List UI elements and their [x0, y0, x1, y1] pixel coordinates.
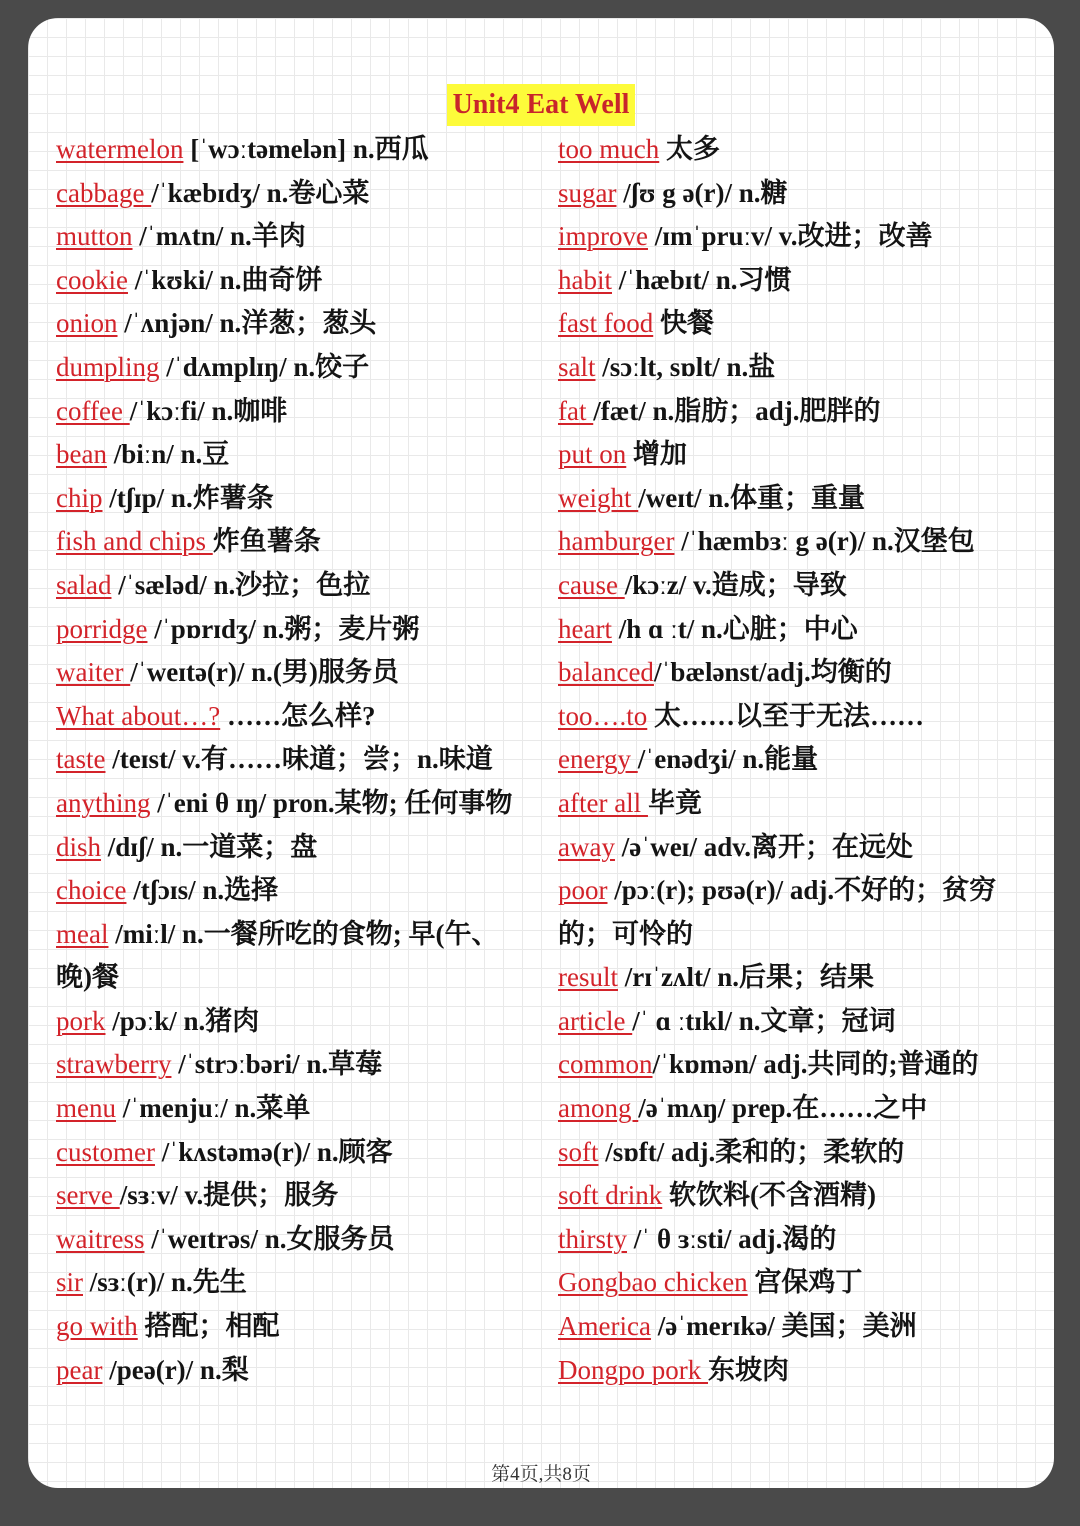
vocab-word: What about…? [56, 700, 221, 731]
vocab-entry [56, 1174, 534, 1218]
vocab-word: balanced [558, 657, 654, 688]
vocab-entry [56, 215, 534, 259]
vocab-word: fast food [558, 308, 654, 339]
vocab-entry [558, 608, 1038, 652]
vocab-entry [558, 738, 1038, 782]
vocab-word: bean [56, 439, 107, 470]
vocab-entry [558, 782, 1038, 826]
vocab-definition: /dɪʃ/ n.一道菜；盘 [101, 831, 318, 862]
vocab-word: watermelon [56, 134, 184, 164]
vocab-entry [558, 869, 1038, 956]
vocab-entry [558, 1043, 1038, 1087]
vocab-entry [56, 1131, 534, 1175]
vocab-definition: /ˈ ɑ ːtɪkl/ n.文章；冠词 [632, 1005, 896, 1036]
vocab-definition: 增加 [626, 439, 688, 470]
vocab-word: energy [558, 744, 638, 775]
vocab-definition: 快餐 [653, 308, 714, 339]
vocab-entry [56, 651, 534, 695]
vocab-definition: /pɔːk/ n.猪肉 [105, 1005, 260, 1036]
vocab-definition: /ˈstrɔːbəri/ n.草莓 [171, 1049, 383, 1080]
vocab-word: taste [56, 744, 106, 775]
vocab-definition: /ˈkɔːfi/ n.咖啡 [129, 395, 288, 426]
vocab-entry [56, 477, 534, 521]
vocab-column-left [56, 128, 534, 1392]
vocab-entry [56, 1261, 534, 1305]
vocab-entry [558, 433, 1038, 477]
vocab-word: anything [56, 787, 151, 818]
vocab-definition: /ʃʊ g ə(r)/ n.糖 [616, 177, 788, 208]
vocab-definition: /ˈbælənst/adj.均衡的 [653, 657, 892, 688]
vocab-word: choice [56, 875, 127, 906]
vocab-definition: /əˈmerɪkə/ 美国；美洲 [650, 1311, 917, 1342]
vocab-word: sir [56, 1267, 83, 1298]
vocab-definition: /kɔːz/ v.造成；导致 [624, 569, 847, 600]
vocab-word: among [558, 1093, 639, 1124]
unit-title [28, 84, 1054, 126]
vocab-definition: ……怎么样? [220, 700, 376, 731]
vocab-word: meal [56, 918, 109, 949]
vocab-definition: /ˈeni θ ɪŋ/ pron.某物; 任何事物 [150, 787, 513, 818]
vocab-word: too much [558, 134, 660, 164]
vocab-definition: /biːn/ n.豆 [106, 439, 230, 470]
vocab-entry [558, 1349, 1038, 1393]
vocab-word: America [558, 1311, 651, 1342]
vocab-word: Gongbao chicken [558, 1267, 748, 1298]
vocab-word: habit [558, 264, 612, 295]
vocab-entry [56, 172, 534, 216]
vocab-entry [56, 869, 534, 913]
vocab-word: mutton [56, 221, 133, 252]
vocab-entry [558, 1261, 1038, 1305]
vocab-entry [558, 1000, 1038, 1044]
vocab-word: common [558, 1049, 653, 1080]
vocab-entry [56, 1349, 534, 1393]
vocab-entry [558, 651, 1038, 695]
vocab-entry [56, 259, 534, 303]
vocab-entry [56, 1087, 534, 1131]
vocab-definition: /ˈʌnjən/ n.洋葱；葱头 [117, 308, 377, 339]
vocab-definition: 太多 [659, 134, 720, 164]
vocab-definition: 搭配；相配 [137, 1311, 280, 1342]
vocab-definition: 宫保鸡丁 [747, 1267, 863, 1298]
vocab-definition: /tʃɪp/ n.炸薯条 [102, 482, 274, 513]
vocab-entry [558, 520, 1038, 564]
vocab-word: heart [558, 613, 612, 644]
vocab-entry [558, 128, 1038, 172]
vocab-definition: /peə(r)/ n.梨 [102, 1354, 249, 1385]
vocab-entry [56, 564, 534, 608]
vocab-word: waitress [56, 1223, 145, 1254]
vocab-word: Dongpo pork [558, 1354, 708, 1385]
vocab-entry [558, 956, 1038, 1000]
vocab-word: sugar [558, 177, 617, 208]
vocab-entry [558, 695, 1038, 739]
vocab-definition: /ˈsæləd/ n.沙拉；色拉 [111, 569, 371, 600]
vocab-definition: /ˈpɒrɪdʒ/ n.粥；麦片粥 [147, 613, 420, 644]
vocab-entry [558, 215, 1038, 259]
vocab-word: soft drink [558, 1180, 663, 1211]
vocab-entry [558, 390, 1038, 434]
vocab-definition: 毕竟 [647, 787, 702, 818]
vocab-definition: /miːl/ n.一餐所吃的食物; 早(午、晚)餐 [56, 918, 499, 993]
vocab-entry [558, 1305, 1038, 1349]
vocab-entry [56, 390, 534, 434]
vocab-definition: /ˈmʌtn/ n.羊肉 [132, 221, 306, 252]
vocab-entry [56, 826, 534, 870]
vocab-word: onion [56, 308, 118, 339]
vocab-definition: 软饮料(不含酒精) [662, 1180, 876, 1211]
vocab-definition: /ˈenədʒi/ n.能量 [637, 744, 819, 775]
vocab-definition: /ˈweɪtə(r)/ n.(男)服务员 [130, 657, 399, 688]
vocab-definition: /ˈkʌstəmə(r)/ n.顾客 [154, 1136, 393, 1167]
vocab-word: too….to [558, 700, 648, 731]
vocab-entry [558, 564, 1038, 608]
vocab-entry [56, 1218, 534, 1262]
vocab-definition: 太……以至于无法…… [647, 700, 925, 731]
vocab-entry [56, 128, 534, 172]
vocab-definition: /ˈmenjuː/ n.菜单 [116, 1093, 311, 1124]
vocab-word: chip [56, 482, 103, 513]
vocab-definition: /weɪt/ n.体重；重量 [638, 482, 866, 513]
vocab-word: thirsty [558, 1223, 628, 1254]
vocab-word: dish [56, 831, 102, 862]
vocab-definition: /ˈhæbɪt/ n.习惯 [612, 264, 792, 295]
vocab-entry [56, 433, 534, 477]
vocab-word: pear [56, 1354, 103, 1385]
vocab-definition: /tʃɔɪs/ n.选择 [126, 875, 279, 906]
vocab-column-right [558, 128, 1038, 1392]
vocab-entry [558, 477, 1038, 521]
vocab-word: customer [56, 1136, 155, 1167]
vocab-definition: /sɒft/ adj.柔和的；柔软的 [598, 1136, 905, 1167]
vocab-definition: /sɔːlt, sɒlt/ n.盐 [595, 351, 776, 382]
vocab-entry [558, 1087, 1038, 1131]
vocab-word: poor [558, 875, 608, 906]
vocab-word: cookie [56, 264, 128, 295]
vocab-word: serve [56, 1180, 120, 1211]
vocab-definition: /pɔː(r); pʊə(r)/ adj.不好的；贫穷的；可怜的 [558, 875, 997, 949]
vocab-entry [56, 1000, 534, 1044]
vocab-entry [558, 346, 1038, 390]
vocab-word: cabbage [56, 177, 152, 208]
vocab-word: menu [56, 1093, 116, 1124]
vocab-definition: /sɜːv/ v.提供；服务 [119, 1180, 339, 1211]
vocab-definition: /fæt/ n.脂肪；adj.肥胖的 [593, 395, 881, 426]
vocab-definition: /ˈ θ ɜːsti/ adj.渴的 [627, 1223, 837, 1254]
vocab-word: after all [558, 787, 648, 818]
vocab-word: salad [56, 569, 112, 600]
vocab-entry [558, 1131, 1038, 1175]
unit-title-text: Unit4 Eat Well [447, 84, 636, 126]
worksheet-page [28, 18, 1054, 1488]
vocab-definition: /ˈhæmbɜː g ə(r)/ n.汉堡包 [674, 526, 975, 557]
vocab-definition: /rɪˈzʌlt/ n.后果；结果 [618, 962, 874, 993]
vocab-word: cause [558, 569, 625, 600]
vocab-definition: 东坡肉 [708, 1354, 789, 1385]
vocab-definition: /ˈweɪtrəs/ n.女服务员 [144, 1223, 395, 1254]
vocab-entry [558, 172, 1038, 216]
vocab-entry [56, 1043, 534, 1087]
vocab-word: put on [558, 439, 627, 470]
vocab-entry [558, 826, 1038, 870]
vocab-definition: /əˈweɪ/ adv.离开；在远处 [614, 831, 913, 862]
vocab-word: porridge [56, 613, 148, 644]
vocab-entry [56, 1305, 534, 1349]
vocab-entry [558, 302, 1038, 346]
page-number: 第4页,共8页 [491, 1464, 591, 1485]
vocab-word: strawberry [56, 1049, 172, 1080]
vocab-definition: /əˈmʌŋ/ prep.在……之中 [638, 1093, 928, 1124]
vocab-word: pork [56, 1005, 106, 1036]
vocab-word: soft [558, 1136, 599, 1167]
vocab-definition: /ˈkɒmən/ adj.共同的;普通的 [652, 1049, 979, 1080]
vocab-entry [56, 608, 534, 652]
vocab-definition: /teɪst/ v.有……味道；尝；n.味道 [105, 744, 493, 775]
vocab-word: away [558, 831, 615, 862]
vocab-word: salt [558, 351, 596, 382]
vocab-entry [56, 520, 534, 564]
vocab-entry [56, 913, 534, 1000]
vocab-word: hamburger [558, 526, 675, 557]
vocab-word: coffee [56, 395, 130, 426]
vocab-entry [558, 1218, 1038, 1262]
vocab-word: waiter [56, 657, 131, 688]
vocab-entry [558, 1174, 1038, 1218]
vocab-entry [558, 259, 1038, 303]
vocab-entry [56, 738, 534, 782]
vocab-definition: 炸鱼薯条 [212, 526, 321, 557]
vocab-word: fish and chips [56, 526, 213, 557]
vocab-definition: /ɪmˈpruːv/ v.改进；改善 [647, 221, 933, 252]
vocab-entry [56, 782, 534, 826]
vocab-word: result [558, 962, 618, 993]
vocab-word: article [558, 1005, 633, 1036]
vocab-definition: [ˈwɔːtəmelən] n.西瓜 [183, 134, 429, 164]
vocab-entry [56, 695, 534, 739]
vocab-definition: /sɜː(r)/ n.先生 [83, 1267, 247, 1298]
vocab-word: improve [558, 221, 648, 252]
vocab-word: go with [56, 1311, 138, 1342]
vocab-definition: /h ɑ ːt/ n.心脏；中心 [611, 613, 858, 644]
vocab-entry [56, 302, 534, 346]
vocab-entry [56, 346, 534, 390]
vocab-definition: /ˈkæbɪdʒ/ n.卷心菜 [151, 177, 370, 208]
vocab-word: dumpling [56, 351, 160, 382]
vocab-word: weight [558, 482, 639, 513]
vocab-definition: /ˈdʌmplɪŋ/ n.饺子 [159, 351, 370, 382]
vocab-definition: /ˈkʊki/ n.曲奇饼 [127, 264, 323, 295]
vocab-word: fat [558, 395, 594, 426]
